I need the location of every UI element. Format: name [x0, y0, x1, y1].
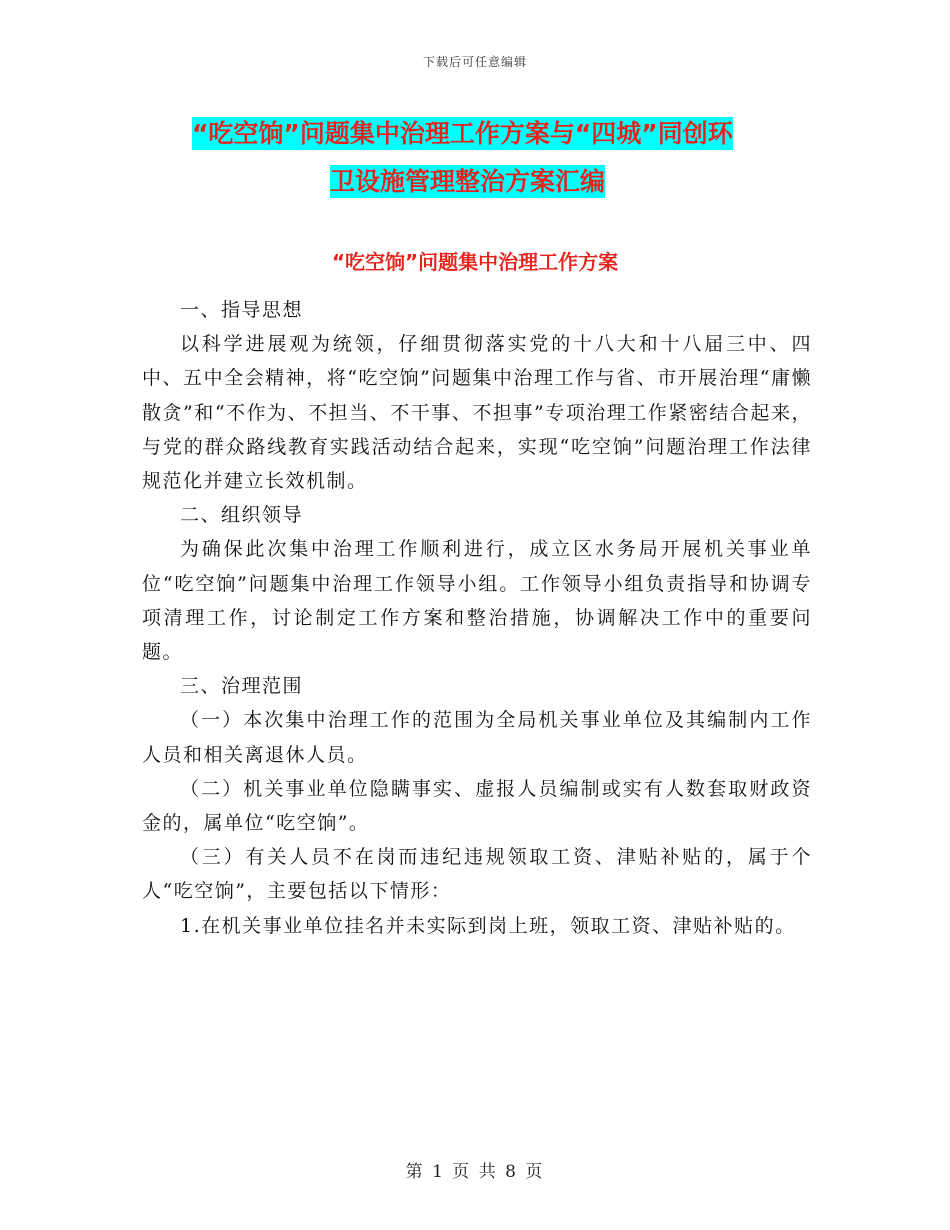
document-title-line-1: “吃空饷”问题集中治理工作方案与“四城”同创环 [192, 119, 733, 148]
paragraph-scope-item-3: （三）有关人员不在岗而违纪违规领取工资、津贴补贴的，属于个人“吃空饷”，主要包括以下情形： [142, 846, 812, 903]
header-note: 下载后可任意编辑 [422, 55, 527, 69]
document-title [190, 110, 810, 206]
section-title: “吃空饷”问题集中治理工作方案 [331, 250, 619, 274]
paragraph-guiding-ideology: 以科学进展观为统领，仔细贯彻落实党的十八大和十八届三中、四中、五中全会精神，将“吃空饷”问题集中治理工作与省、市开展治理“庸懒散贪”和“不作为、不担当、不干事、不担事”专项治理工作紧密结合起来，与党的群众路线教育实践活动结合起来，实现“吃空饷”问题治理工作法律规范化并建立长效机制。 [142, 333, 812, 493]
paragraph-scope-case-1: 1.在机关事业单位挂名并未实际到岗上班，领取工资、津贴补贴的。 [180, 914, 796, 937]
heading-guiding-ideology: 一、指导思想 [180, 299, 304, 321]
paragraph-scope-item-2: （二）机关事业单位隐瞒事实、虚报人员编制或实有人数套取财政资金的，属单位“吃空饷”。 [142, 777, 812, 835]
heading-organization-leadership: 二、组织领导 [180, 504, 304, 527]
heading-governance-scope: 三、治理范围 [180, 675, 304, 698]
page-number: 第 1 页 共 8 页 [405, 1162, 545, 1182]
document-title-line-2: 卫设施管理整治方案汇编 [330, 167, 606, 196]
paragraph-organization-leadership: 为确保此次集中治理工作顺利进行，成立区水务局开展机关事业单位“吃空饷”问题集中治理工作领导小组。工作领导小组负责指导和协调专项清理工作，讨论制定工作方案和整治措施，协调解决工作中的重要问题。 [142, 538, 812, 664]
document-body [142, 293, 812, 943]
paragraph-scope-item-1: （一）本次集中治理工作的范围为全局机关事业单位及其编制内工作人员和相关离退休人员。 [142, 709, 812, 766]
